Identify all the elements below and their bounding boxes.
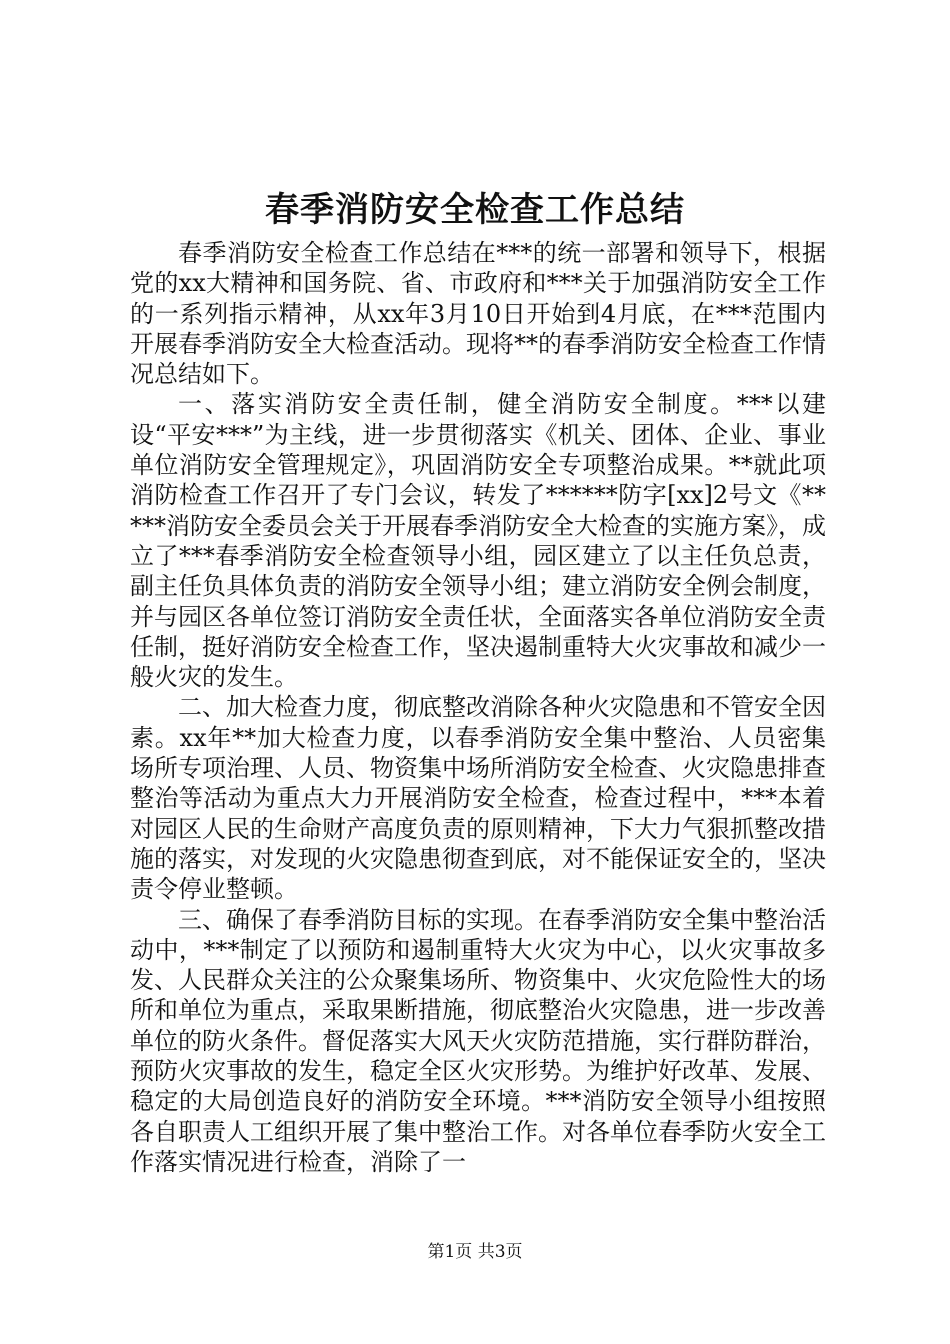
- paragraph-section-1: 一、落实消防安全责任制，健全消防安全制度。***以建设“平安***”为主线，进一步贯彻落实《机关、团体、企业、事业单位消防安全管理规定》，巩固消防安全专项整治成果。**就此项消防检查工作召开了专门会议，转发了******防字[xx]2号文《*****消防安全委员会关于开展春季消防安全大检查的实施方案》，成立了***春季消防安全检查领导小组，园区建立了以主任负总责，副主任负具体负责的消防安全领导小组；建立消防安全例会制度，并与园区各单位签订消防安全责任状，全面落实各单位消防安全责任制，挺好消防安全检查工作，坚决遏制重特大火灾事故和减少一般火灾的发生。: [130, 390, 826, 692]
- paragraph-section-3: 三、确保了春季消防目标的实现。在春季消防安全集中整治活动中，***制定了以预防和遏制重特大火灾为中心，以火灾事故多发、人民群众关注的公众聚集场所、物资集中、火灾危险性大的场所和单位为重点，采取果断措施，彻底整治火灾隐患，进一步改善单位的防火条件。督促落实大风天火灾防范措施，实行群防群治，预防火灾事故的发生，稳定全区火灾形势。为维护好改革、发展、稳定的大局创造良好的消防安全环境。***消防安全领导小组按照各自职责人工组织开展了集中整治工作。对各单位春季防火安全工作落实情况进行检查，消除了一: [130, 905, 826, 1176]
- paragraph-intro: 春季消防安全检查工作总结在***的统一部署和领导下，根据党的xx大精神和国务院、省、市政府和***关于加强消防安全工作的一系列指示精神，从xx年3月10日开始到4月底，在***范围内开展春季消防安全大检查活动。现将**的春季消防安全检查工作情况总结如下。: [130, 239, 826, 389]
- page-number: 第1页 共3页: [427, 1242, 523, 1262]
- document-title: 春季消防安全检查工作总结: [265, 190, 685, 230]
- paragraph-section-2: 二、加大检查力度，彻底整改消除各种火灾隐患和不管安全因素。xx年**加大检查力度，以春季消防安全集中整治、人员密集场所专项治理、人员、物资集中场所消防安全检查、火灾隐患排查整治等活动为重点大力开展消防安全检查，检查过程中，***本着对园区人民的生命财产高度负责的原则精神，下大力气狠抓整改措施的落实，对发现的火灾隐患彻查到底，对不能保证安全的，坚决责令停业整顿。: [130, 693, 826, 904]
- document-body: [130, 238, 826, 1177]
